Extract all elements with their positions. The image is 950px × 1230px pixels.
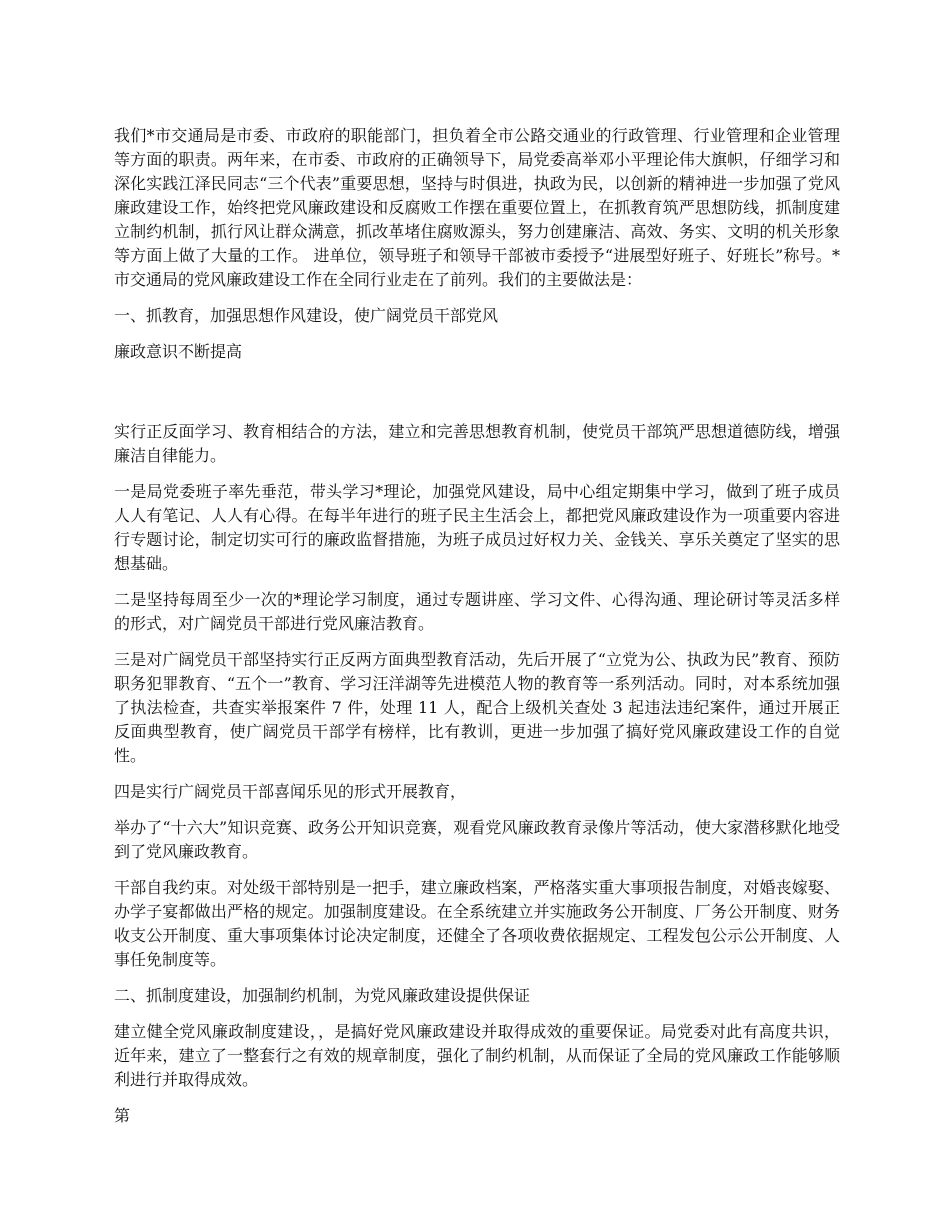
system-building-paragraph: 建立健全党风廉政制度建设，，是搞好党风廉政建设并取得成效的重要保证。局党委对此有高度共识，近年来，建立了一整套行之有效的规章制度，强化了制约机制，从而保证了全局的党风廉政工作能够顺利进行并取得成效。 xyxy=(114,1022,840,1089)
intro-paragraph: 我们*市交通局是市委、市政府的职能部门，担负着全市公路交通业的行政管理、行业管理和企业管理等方面的职责。两年来，在市委、市政府的正确领导下，局党委高举邓小平理论伟大旗帜，仔细学习和深化实践江泽民同志“三个代表”重要思想，坚持与时俱进，执政为民，以创新的精神进一步加强了党风廉政建设工作，始终把党风廉政建设和反腐败工作摆在重要位置上，在抓教育筑严思想防线，抓制度建立制约机制，抓行风让群众满意，抓改革堵住腐败源头，努力创建廉洁、高效、务实、文明的机关形象等方面上做了大量的工作。 进单位，领导班子和领导干部被市委授予“进展型好班子、好班长”称号。*市交通局的党风廉政建设工作在全同行业走在了前列。我们的主要做法是： xyxy=(114,126,840,289)
section-one-heading: 一、抓教育，加强思想作风建设，使广阔党员干部党风 xyxy=(114,306,499,325)
point-one-paragraph: 一是局党委班子率先垂范，带头学习*理论，加强党风建设，局中心组定期集中学习，做到了班子成员人人有笔记、人人有心得。在每半年进行的班子民主生活会上，都把党风廉政建设作为一项重要内容进行专题讨论，制定切实可行的廉政监督措施，为班子成员过好权力关、金钱关、享乐关奠定了坚实的思想基础。 xyxy=(114,482,840,573)
trailing-fragment: 第 xyxy=(114,1106,131,1125)
point-four-paragraph: 四是实行广阔党员干部喜闻乐见的形式开展教育， xyxy=(114,782,467,801)
section-two-heading: 二、抓制度建设，加强制约机制，为党风廉政建设提供保证 xyxy=(114,986,531,1005)
document-body xyxy=(114,124,840,1140)
point-two-paragraph: 二是坚持每周至少一次的*理论学习制度，通过专题讲座、学习文件、心得沟通、理论研讨等灵活多样的形式，对广阔党员干部进行党风廉洁教育。 xyxy=(114,590,840,633)
self-discipline-paragraph: 干部自我约束。对处级干部特别是一把手，建立廉政档案，严格落实重大事项报告制度，对婚丧嫁娶、办学子宴都做出严格的规定。加强制度建设。在全系统建立并实施政务公开制度、厂务公开制度、财务收支公开制度、重大事项集体讨论决定制度，还健全了各项收费依据规定、工程发包公示公开制度、人事任免制度等。 xyxy=(114,878,840,969)
blank-gap xyxy=(114,376,840,420)
section-one-heading-continued: 廉政意识不断提高 xyxy=(114,342,243,361)
point-three-paragraph: 三是对广阔党员干部坚持实行正反两方面典型教育活动，先后开展了“立党为公、执政为民”教育、预防职务犯罪教育、“五个一”教育、学习汪洋湖等先进模范人物的教育等一系列活动。同时，对本系统加强了执法检查，共查实举报案件 7 件，处理 11 人，配合上级机关查处 3 起违法违纪案件，通过开展正反面典型教育，使广阔党员干部学有榜样，比有教训，更进一步加强了搞好党风廉政建设工作的自觉性。 xyxy=(114,650,840,765)
activities-paragraph: 举办了“十六大”知识竞赛、政务公开知识竞赛，观看党风廉政教育录像片等活动，使大家潜移默化地受到了党风廉政教育。 xyxy=(114,818,840,861)
education-method-paragraph: 实行正反面学习、教育相结合的方法，建立和完善思想教育机制，使党员干部筑严思想道德防线，增强廉洁自律能力。 xyxy=(114,422,840,465)
